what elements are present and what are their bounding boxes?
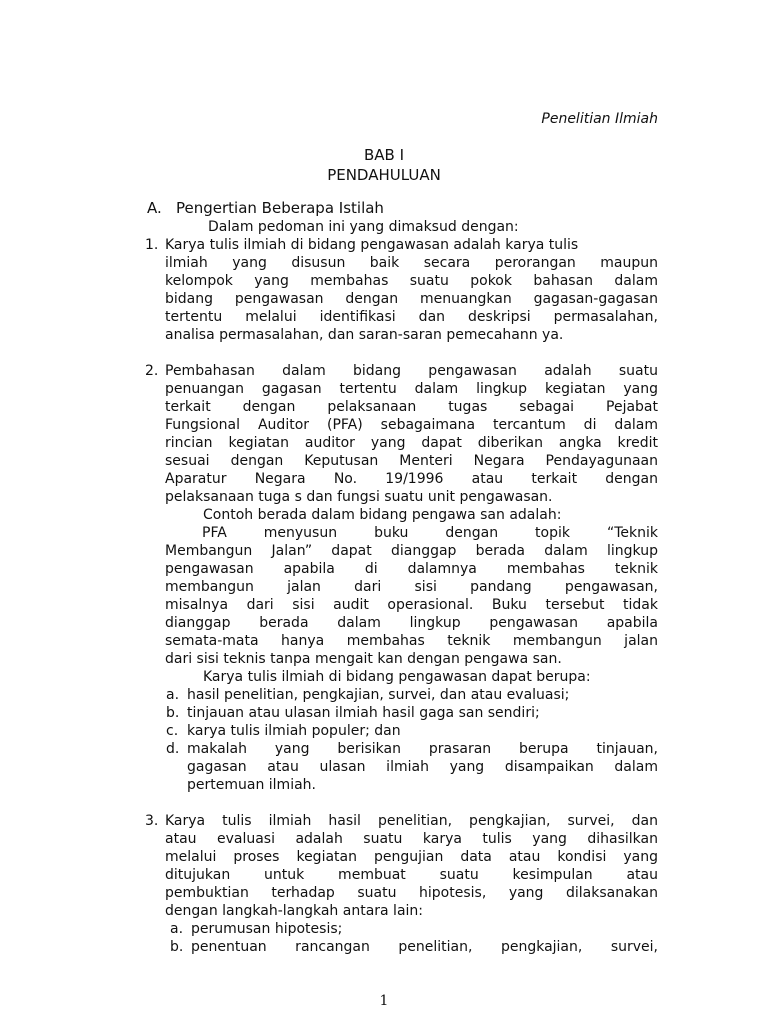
list-marker: b. <box>166 705 180 721</box>
example-line: semata-mata hanya membahas teknik membangun jalan <box>165 633 658 649</box>
example-line: membangun jalan dari sisi pandang pengawasan, <box>165 579 658 595</box>
chapter-number: BAB I <box>363 146 405 164</box>
item1-line: bidang pengawasan dengan menuangkan gagasan-gagasan <box>165 291 658 307</box>
intro-paragraph: Dalam pedoman ini yang dimaksud dengan: <box>208 219 519 235</box>
item2-line: penuangan gagasan tertentu dalam lingkup kegiatan yang <box>165 381 658 397</box>
form-item: gagasan atau ulasan ilmiah yang disampaikan dalam <box>187 759 658 775</box>
item1-line: Karya tulis ilmiah di bidang pengawasan adalah karya tulis <box>165 237 579 253</box>
item-number: 2. <box>145 363 159 379</box>
item1-line: kelompok yang membahas suatu pokok bahasan dalam <box>165 273 658 289</box>
section-title: Pengertian Beberapa Istilah <box>176 199 384 217</box>
example-line: pengawasan apabila di dalamnya membahas teknik <box>165 561 658 577</box>
running-header: Penelitian Ilmiah <box>541 111 658 127</box>
item2-line: sesuai dengan Keputusan Menteri Negara Pendayagunaan <box>165 453 658 469</box>
forms-intro: Karya tulis ilmiah di bidang pengawasan dapat berupa: <box>203 669 591 685</box>
item-number: 1. <box>145 237 159 253</box>
example-line: Membangun Jalan” dapat dianggap berada dalam lingkup <box>165 543 658 559</box>
list-marker: c. <box>166 723 179 739</box>
item3-line: dengan langkah-langkah antara lain: <box>165 903 424 919</box>
item2-line: Fungsional Auditor (PFA) sebagaimana tercantum di dalam <box>165 417 658 433</box>
step-item: perumusan hipotesis; <box>191 921 343 937</box>
item3-line: ditujukan untuk membuat suatu kesimpulan atau <box>165 867 658 883</box>
list-marker: a. <box>166 687 180 703</box>
item2-line: terkait dengan pelaksanaan tugas sebagai Pejabat <box>165 399 658 415</box>
form-item: tinjauan atau ulasan ilmiah hasil gaga san sendiri; <box>187 705 540 721</box>
item3-line: atau evaluasi adalah suatu karya tulis yang dihasilkan <box>165 831 658 847</box>
item3-line: melalui proses kegiatan pengujian data atau kondisi yang <box>165 849 658 865</box>
item1-line: analisa permasalahan, dan saran-saran pemecahann ya. <box>165 327 564 343</box>
list-marker: a. <box>170 921 184 937</box>
item-number: 3. <box>145 813 159 829</box>
item2-line: pelaksanaan tuga s dan fungsi suatu unit pengawasan. <box>165 489 553 505</box>
form-item: hasil penelitian, pengkajian, survei, dan atau evaluasi; <box>187 687 570 703</box>
section-letter: A. <box>147 199 162 217</box>
form-item: karya tulis ilmiah populer; dan <box>187 723 401 739</box>
example-line: misalnya dari sisi audit operasional. Buku tersebut tidak <box>165 597 658 613</box>
chapter-title: PENDAHULUAN <box>327 166 441 184</box>
example-line: dianggap berada dalam lingkup pengawasan apabila <box>165 615 658 631</box>
item2-line: Pembahasan dalam bidang pengawasan adalah suatu <box>165 363 658 379</box>
example-line: dari sisi teknis tanpa mengait kan dengan pengawa san. <box>165 651 562 667</box>
item1-line: ilmiah yang disusun baik secara perorangan maupun <box>165 255 658 271</box>
list-marker: d. <box>166 741 180 757</box>
item3-line: Karya tulis ilmiah hasil penelitian, pengkajian, survei, dan <box>165 813 658 829</box>
example-line: PFA menyusun buku dengan topik “Teknik <box>202 525 658 541</box>
section-heading <box>147 199 384 217</box>
item2-line: rincian kegiatan auditor yang dapat diberikan angka kredit <box>165 435 658 451</box>
item2-line: Aparatur Negara No. 19/1996 atau terkait dengan <box>165 471 658 487</box>
step-item: penentuan rancangan penelitian, pengkajian, survei, <box>191 939 658 955</box>
page-number: 1 <box>379 993 389 1009</box>
item3-line: pembuktian terhadap suatu hipotesis, yang dilaksanakan <box>165 885 658 901</box>
form-item: pertemuan ilmiah. <box>187 777 316 793</box>
form-item: makalah yang berisikan prasaran berupa tinjauan, <box>187 741 658 757</box>
example-intro: Contoh berada dalam bidang pengawa san adalah: <box>203 507 562 523</box>
item1-line: tertentu melalui identifikasi dan deskripsi permasalahan, <box>165 309 658 325</box>
list-marker: b. <box>170 939 184 955</box>
